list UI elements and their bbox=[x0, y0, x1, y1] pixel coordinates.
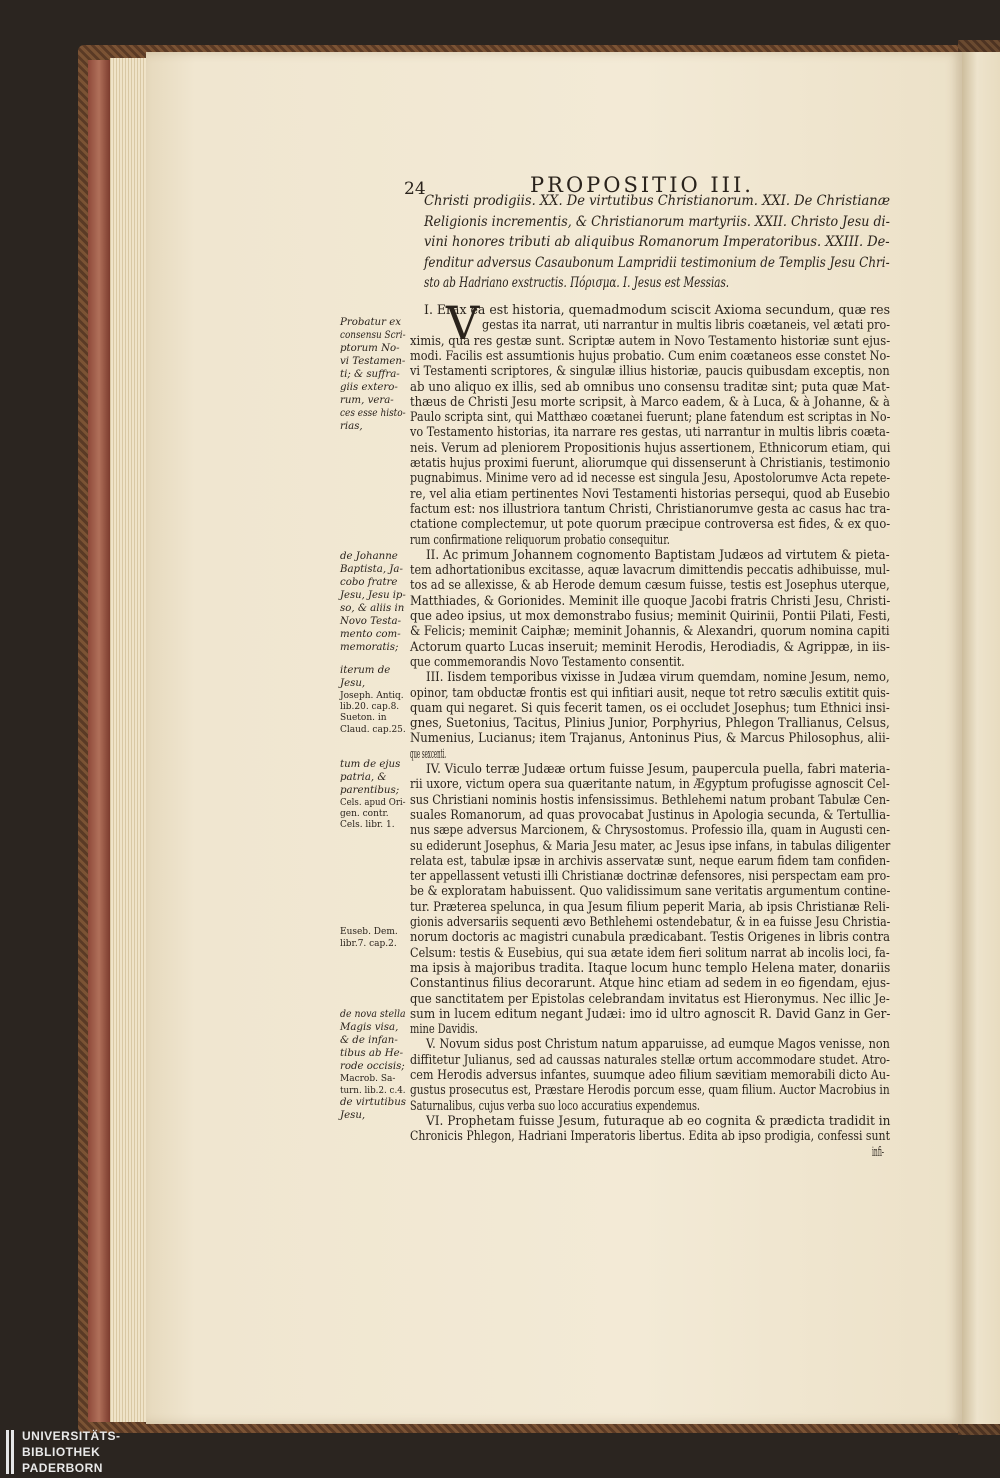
summary-line: sto ab Hadriano exstructis. Πόρισμα. I. Jesus est Messias. bbox=[424, 275, 730, 292]
page-edge-red bbox=[88, 60, 110, 1422]
body-line: pugnabimus. Minime vero ad id necesse est singula Jesu, Apostolorumve Acta repete- bbox=[410, 470, 891, 486]
body-line: ximis, qua res gestæ sunt. Scriptæ autem in Novo Testamento historiæ sunt ejus- bbox=[410, 332, 891, 348]
body-line: ab uno aliquo ex illis, sed ab omnibus uno consensu traditæ sint; puta quæ Mat- bbox=[410, 378, 890, 394]
body-line: vi Testamenti scriptores, & singulæ illius historiæ, paucis quibusdam exceptis, non bbox=[410, 363, 890, 379]
margin-note-line: Cels. libr. 1. bbox=[340, 820, 395, 830]
library-logo-line-3: PADERBORN bbox=[22, 1461, 103, 1475]
margin-note-line: consensu Scri- bbox=[340, 330, 406, 341]
margin-note-line: libr.7. cap.2. bbox=[340, 939, 397, 949]
drop-cap: V bbox=[446, 296, 480, 350]
body-line: Matthiades, & Gorionides. Meminit ille quoque Jacobi fratris Christi Jesu, Christi- bbox=[410, 592, 891, 608]
body-line: thæus de Christi Jesu morte scripsit, à Marco eadem, & à Luca, & à Johanne, & à bbox=[410, 393, 890, 409]
body-line: rum confirmatione reliquorum probatio consequitur. bbox=[410, 531, 670, 547]
margin-note-line: rias, bbox=[340, 421, 363, 432]
margin-note-line: iterum de bbox=[340, 665, 391, 676]
margin-note-line: Euseb. Dem. bbox=[340, 927, 398, 937]
body-line: gestas ita narrat, uti narrantur in multis libris coætaneis, vel ætati pro- bbox=[482, 317, 891, 333]
margin-note-line: Novo Testa- bbox=[340, 616, 402, 627]
margin-note-line: Sueton. in bbox=[340, 713, 387, 723]
body-line: gnes, Suetonius, Tacitus, Plinius Junior, Porphyrius, Phlegon Trallianus, Celsus, bbox=[410, 715, 890, 731]
body-line: que commemorandis Novo Testamento consentit. bbox=[410, 653, 685, 669]
body-line: Saturnalibus, cujus verba suo loco accuratius expendemus. bbox=[410, 1097, 700, 1113]
summary-line: Christi prodigiis. XX. De virtutibus Christianorum. XXI. De Christianæ bbox=[424, 193, 890, 209]
margin-note-line: tum de ejus bbox=[340, 759, 401, 770]
body-line: suales Romanorum, ad quas provocabat Justinus in Apologia secunda, & Tertullia- bbox=[410, 806, 890, 822]
body-line: II. Ac primum Johannem cognomento Baptistam Judæos ad virtutem & pieta- bbox=[426, 546, 890, 562]
body-line: gustus prosecutus est, Præstare Herodis porcum esse, quam filium. Auctor Macrobius in bbox=[410, 1082, 890, 1098]
body-line: ter appellassent vetusti illi Christianæ doctrinæ defensores, nisi perspectam eam pro- bbox=[410, 868, 890, 884]
margin-note-line: de nova stella bbox=[340, 1009, 406, 1020]
body-line: su ediderunt Josephus, & Maria Jesu mater, ac Jesus ipse infans, in tabulas diligenter bbox=[410, 837, 891, 853]
margin-note-line: Jesu, bbox=[340, 678, 366, 689]
body-line: modi. Facilis est assumtionis hujus probatio. Cum enim coætaneos esse constet No- bbox=[410, 347, 891, 363]
library-logo-line-1: UNIVERSITÄTS- bbox=[22, 1429, 121, 1443]
margin-note-line: lib.20. cap.8. bbox=[340, 702, 400, 712]
body-line: ma ipsis à majoribus tradita. Itaque locum hunc templo Helena mater, donariis bbox=[410, 959, 891, 975]
margin-note-line: Probatur ex bbox=[340, 317, 401, 328]
margin-note-line: Jesu, Jesu ip- bbox=[340, 590, 406, 601]
body-line: que sexcenti. bbox=[410, 745, 447, 761]
body-line: relata est, tabulæ ipsæ in archivis asservatæ sunt, neque earum fidem tam confiden- bbox=[410, 852, 890, 868]
margin-note-line: Macrob. Sa- bbox=[340, 1074, 396, 1084]
body-line: que sanctitatem per Epistolas celebrandam invitatus est Hieronymus. Nec illic Je- bbox=[410, 990, 890, 1006]
body-line: vo Testamento historias, ita narrare res gestas, uti narrantur in multis libris coæta- bbox=[410, 424, 890, 440]
body-line: Paulo scripta sint, qui Matthæo coætanei fuerunt; plane fatendum est scriptas in No- bbox=[410, 409, 891, 425]
body-line: be & exploratam habuissent. Quo validissimum sane veritatis argumentum contine- bbox=[410, 883, 891, 899]
library-logo-line-2: BIBLIOTHEK bbox=[22, 1445, 101, 1459]
margin-note-line: giis extero- bbox=[340, 382, 398, 393]
margin-note-line: de virtutibus bbox=[340, 1097, 406, 1108]
body-line: V. Novum sidus post Christum natum apparuisse, ad eumque Magos venisse, non bbox=[426, 1036, 890, 1052]
body-line: Numenius, Lucianus; item Trajanus, Antoninus Pius, & Marcus Philosophus, alii- bbox=[410, 730, 890, 746]
margin-note-line: ces esse histo- bbox=[340, 408, 406, 419]
margin-note-line: memoratis; bbox=[340, 642, 399, 653]
margin-note-line: turn. lib.2. c.4. bbox=[340, 1086, 406, 1096]
margin-note-line: ti; & suffra- bbox=[340, 369, 400, 380]
page-number: 24 bbox=[404, 179, 426, 199]
body-line: sum in lucem editum negant Judæi: imo id ultro agnoscit R. David Ganz in Ger- bbox=[410, 1005, 891, 1021]
body-line: mine Davidis. bbox=[410, 1021, 478, 1037]
body-line: neis. Verum ad pleniorem Propositionis hujus assertionem, Ethnicorum etiam, qui bbox=[410, 439, 891, 455]
margin-note-line: vi Testamen- bbox=[340, 356, 406, 367]
body-line: tem adhortationibus excitasse, aquæ lavacrum dimittendis peccatis adhibuisse, mul- bbox=[410, 562, 890, 578]
body-line: diffitetur Julianus, sed ad caussas naturales stellæ ortum accommodare studet. Atro- bbox=[410, 1051, 890, 1067]
margin-note-line: ptorum No- bbox=[340, 343, 400, 354]
body-line: VI. Prophetam fuisse Jesum, futuraque ab eo cognita & prædicta tradidit in bbox=[426, 1112, 891, 1128]
library-logo-icon bbox=[6, 1426, 16, 1478]
body-line: rii uxore, victum opera sua quæritante natum, in Ægyptum profugisse agnoscit Cel- bbox=[410, 776, 890, 792]
summary-line: Religionis incrementis, & Christianorum martyriis. XXII. Christo Jesu di- bbox=[424, 213, 890, 230]
body-line: sus Christiani nominis hostis infensissimus. Bethlehemi natum probant Tabulæ Cen- bbox=[410, 791, 890, 807]
body-line: norum doctoris ac magistri cunabula prædicabant. Testis Origenes in libris contra bbox=[410, 929, 891, 945]
facing-page bbox=[962, 52, 1000, 1424]
margin-note-line: patria, & bbox=[340, 772, 387, 783]
margin-note-line: mento com- bbox=[340, 629, 401, 640]
summary-line: fenditur adversus Casaubonum Lampridii testimonium de Templis Jesu Chri- bbox=[424, 254, 890, 271]
page-stack bbox=[110, 58, 146, 1422]
body-line: tos ad se allexisse, & ab Herode demum cæsum fuisse, testis est Josephus uterque, bbox=[410, 577, 890, 593]
margin-note-line: Jesu, bbox=[340, 1110, 366, 1121]
margin-note-line: so, & aliis in bbox=[340, 603, 405, 614]
body-line: quam qui negaret. Si quis fecerit tamen, os ei occludet Josephus; tum Ethnici insi- bbox=[410, 699, 890, 715]
body-line: infi- bbox=[872, 1143, 884, 1159]
margin-note-line: tibus ab He- bbox=[340, 1048, 404, 1059]
margin-note-line: Magis visa, bbox=[340, 1022, 399, 1033]
margin-note-line: & de infan- bbox=[340, 1035, 398, 1046]
body-line: nus sæpe adversus Marcionem, & Chrysostomus. Professio illa, quam in Augusti cen- bbox=[410, 822, 890, 838]
margin-note-line: Joseph. Antiq. bbox=[340, 691, 404, 701]
body-line: Chronicis Phlegon, Hadriani Imperatoris libertus. Edita ab ipso prodigia, confessi sunt bbox=[410, 1128, 890, 1144]
body-line: gionis adversariis sequenti ævo Bethlehemi ostendebatur, & in ea fuisse Jesu Christia- bbox=[410, 914, 891, 929]
running-head: PROPOSITIO III. bbox=[530, 173, 754, 197]
body-line: Actorum quarto Lucas inseruit; meminit Herodis, Herodiadis, & Agrippæ, in iis- bbox=[410, 638, 890, 654]
summary-line: vini honores tributi ab aliquibus Romanorum Imperatoribus. XXIII. De- bbox=[424, 234, 890, 251]
margin-note-line: Baptista, Ja- bbox=[340, 564, 403, 575]
body-line: III. Iisdem temporibus vixisse in Judæa virum quemdam, nomine Jesum, nemo, bbox=[426, 669, 890, 685]
margin-note-line: de Johanne bbox=[340, 551, 398, 562]
body-line: cem Herodis adversus infantes, suumque adeo filium sævitiam memorabili dicto Au- bbox=[410, 1067, 890, 1082]
body-line: tur. Præterea spelunca, in qua Jesum filium peperit Maria, ab ipsis Christianæ Reli- bbox=[410, 898, 890, 914]
margin-note-line: parentibus; bbox=[340, 785, 400, 796]
margin-note-line: gen. contr. bbox=[340, 809, 389, 819]
body-line: ætatis hujus proximi fuerunt, aliorumque qui dissenserunt à Christianis, testimonio bbox=[410, 455, 891, 470]
margin-note-line: rum, vera- bbox=[340, 395, 394, 406]
body-line: re, vel alia etiam pertinentes Novi Testamenti historias persequi, quod ab Eusebio bbox=[410, 485, 890, 501]
margin-note-line: Cels. apud Ori- bbox=[340, 798, 406, 808]
body-line: IV. Viculo terræ Judææ ortum fuisse Jesum, paupercula puella, fabri materia- bbox=[426, 761, 890, 776]
margin-note-line: Claud. cap.25. bbox=[340, 725, 406, 735]
body-line: & Felicis; meminit Caiphæ; meminit Johannis, & Alexandri, quorum nomina capiti bbox=[410, 623, 890, 639]
body-line: que adeo ipsius, ut mox demonstrabo fusius; meminit Quirinii, Pontii Pilati, Festi, bbox=[410, 608, 891, 623]
body-line: opinor, tam obductæ frontis est qui infitiari ausit, neque tot retro sæculis extitit quis- bbox=[410, 684, 890, 700]
margin-note-line: rode occisis; bbox=[340, 1061, 405, 1072]
body-line: I. Erax ea est historia, quemadmodum sciscit Axioma secundum, quæ res bbox=[424, 302, 891, 317]
body-line: Constantinus filius decorarunt. Atque hinc etiam ad sedem in eo figendam, ejus- bbox=[410, 975, 890, 991]
body-line: factum est: nos illustriora tantum Christi, Christianorumve gesta ac casus hac tra- bbox=[410, 500, 891, 516]
body-line: ctatione complectemur, ut pote quorum præcipue controversa est fides, & ex quo- bbox=[410, 516, 891, 532]
margin-note-line: cobo fratre bbox=[340, 577, 398, 588]
body-line: Celsum: testis & Eusebius, qui sua ætate idem fieri solitum narrat ab incolis loci, fa- bbox=[410, 944, 890, 960]
